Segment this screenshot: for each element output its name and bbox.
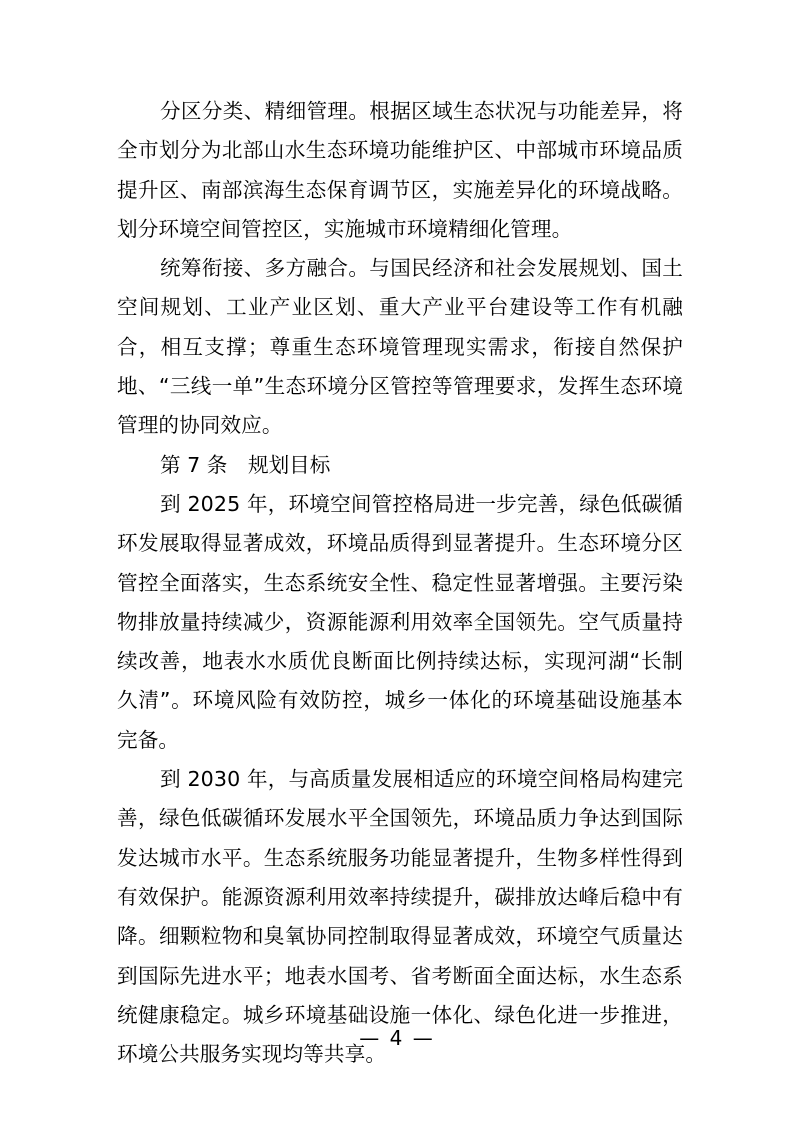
paragraph-zoning-classification: 分区分类、精细管理。根据区域生态状况与功能差异，将全市划分为北部山水生态环境功能维护区、中部城市环境品质提升区、南部滨海生态保育调节区，实施差异化的环境战略。划分环境空间管控区，实施城市环境精细化管理。 [117,99,683,241]
heading-article-7: 第 7 条 规划目标 [160,452,331,477]
paragraph-target-2025: 到 2025 年，环境空间管控格局进一步完善，绿色低碳循环发展取得显著成效，环境品质得到显著提升。生态环境分区管控全面落实，生态系统安全性、稳定性显著增强。主要污染物排放量持续减少，资源能源利用效率全国领先。空气质量持续改善，地表水水质优良断面比例持续达标，实现河湖“长制久清”。环境风险有效防控，城乡一体化的环境基础设施基本完备。 [117,491,683,752]
paragraph-target-2030: 到 2030 年，与高质量发展相适应的环境空间格局构建完善，绿色低碳循环发展水平全国领先，环境品质力争达到国际发达城市水平。生态系统服务功能显著提升，生物多样性得到有效保护。能源资源利用效率持续提升，碳排放达峰后稳中有降。细颗粒物和臭氧协同控制取得显著成效，环境空气质量达到国际先进水平；地表水国考、省考断面全面达标，水生态系统健康稳定。城乡环境基础设施一体化、绿色化进一步推进，环境公共服务实现均等共享。 [117,767,683,1067]
page-body-text [117,92,683,1074]
paragraph-coordination-integration: 统筹衔接、多方融合。与国民经济和社会发展规划、国土空间规划、工业产业区划、重大产业平台建设等工作有机融合，相互支撑；尊重生态环境管理现实需求，衔接自然保护地、“三线一单”生态环境分区管控等管理要求，发挥生态环境管理的协同效应。 [117,256,683,438]
page-number-footer: — 4 — [359,1026,435,1050]
